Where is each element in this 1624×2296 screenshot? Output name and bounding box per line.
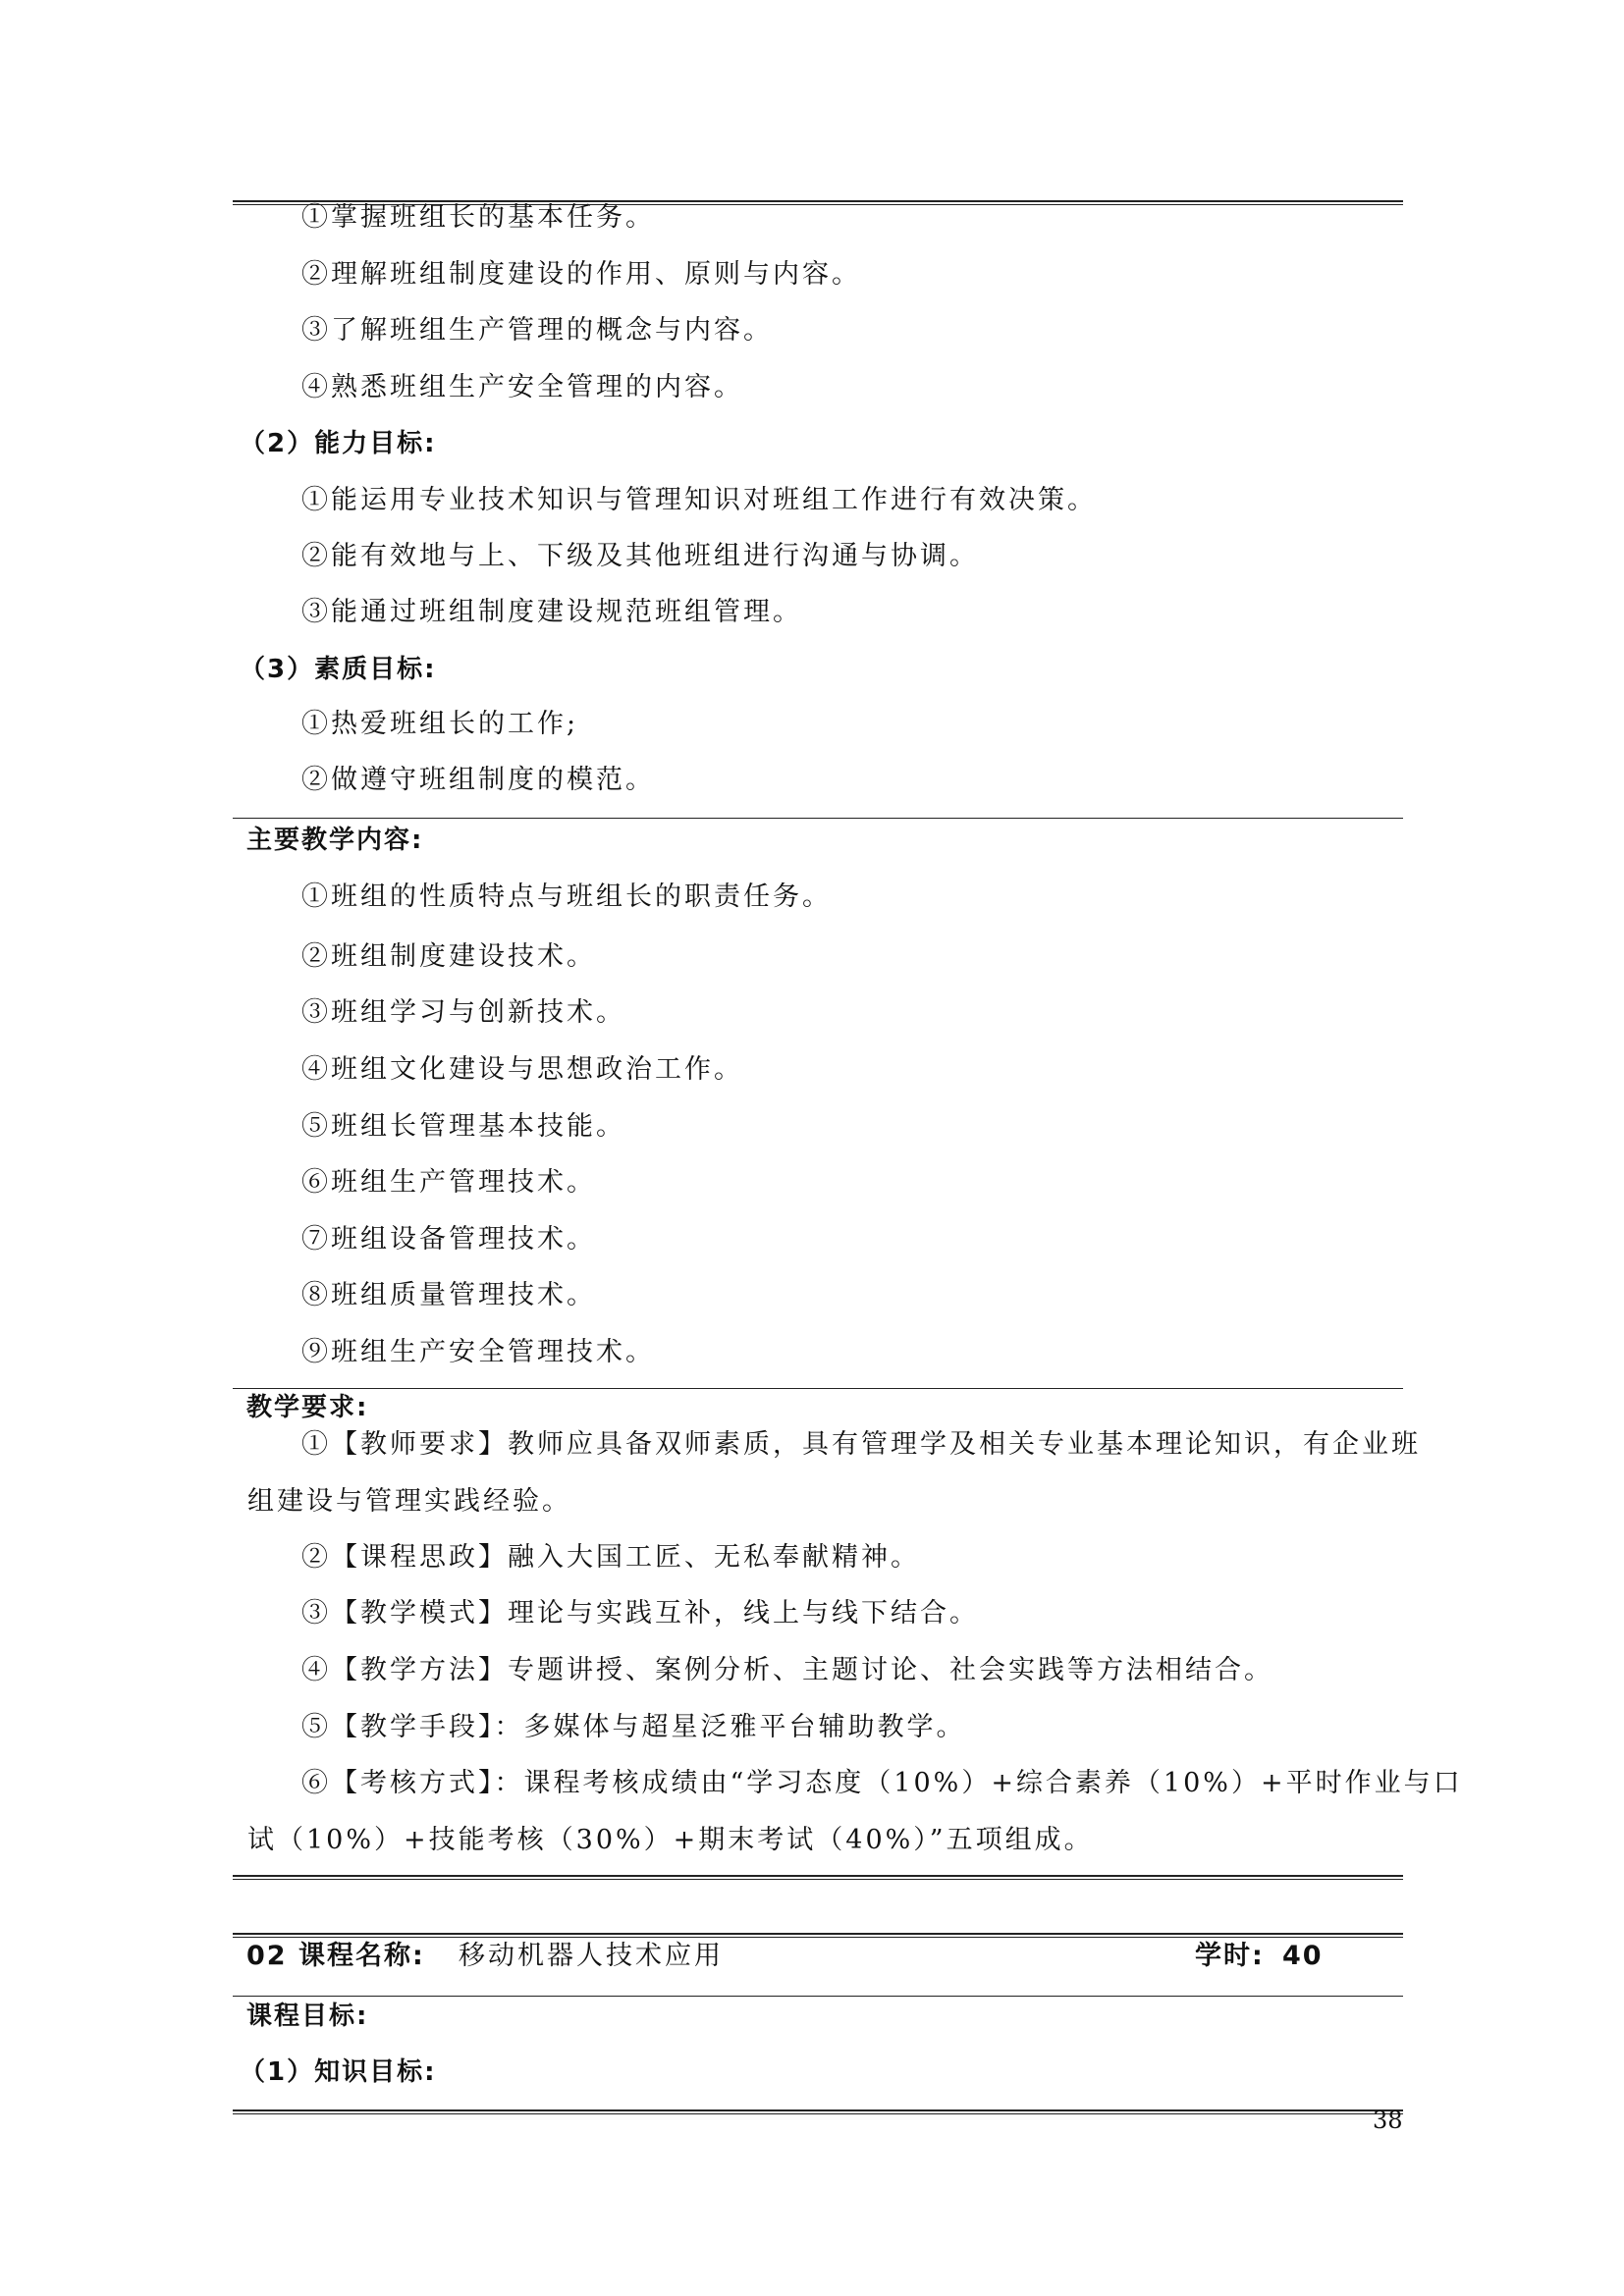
content-item-6: ⑥班组生产管理技术。: [301, 1167, 596, 1198]
course-2-hours: 40: [1282, 1941, 1324, 1971]
ability-item-1: ①能运用专业技术知识与管理知识对班组工作进行有效决策。: [301, 485, 1097, 515]
course-2-label: 02 课程名称:: [246, 1941, 425, 1971]
knowledge-item-1: ①掌握班组长的基本任务。: [301, 202, 655, 233]
content-item-9: ⑨班组生产安全管理技术。: [301, 1337, 655, 1367]
knowledge-item-3: ③了解班组生产管理的概念与内容。: [301, 315, 773, 346]
knowledge-item-2: ②理解班组制度建设的作用、原则与内容。: [301, 259, 861, 290]
requirements-heading: 教学要求:: [246, 1393, 369, 1422]
content-item-3: ③班组学习与创新技术。: [301, 997, 625, 1028]
course-2-header-row: [246, 1937, 1395, 1976]
section-rule-2: [233, 1388, 1403, 1389]
ability-item-2: ②能有效地与上、下级及其他班组进行沟通与协调。: [301, 541, 979, 571]
requirement-6-line-1: ⑥【考核方式】：课程考核成绩由“学习态度（10%）+综合素养（10%）+平时作业与口: [301, 1768, 1463, 1798]
course-2-hours-label: 学时:: [1195, 1941, 1265, 1971]
requirement-2: ②【课程思政】融入大国工匠、无私奉献精神。: [301, 1542, 920, 1573]
content-item-4: ④班组文化建设与思想政治工作。: [301, 1054, 743, 1085]
bottom-rule: [233, 2109, 1403, 2114]
quality-item-1: ①热爱班组长的工作;: [301, 709, 579, 739]
requirement-1-line-2: 组建设与管理实践经验。: [247, 1486, 571, 1517]
quality-heading: （3）素质目标:: [240, 655, 437, 684]
requirement-1-line-1: ①【教师要求】教师应具备双师素质，具有管理学及相关专业基本理论知识，有企业班: [301, 1429, 1421, 1460]
ability-heading: （2）能力目标:: [240, 429, 437, 458]
course-2-name: 移动机器人技术应用: [459, 1941, 724, 1971]
content-item-2: ②班组制度建设技术。: [301, 941, 596, 972]
course-2-objectives-heading: 课程目标:: [246, 2002, 369, 2031]
requirement-5: ⑤【教学手段】：多媒体与超星泛雅平台辅助教学。: [301, 1712, 966, 1742]
course-2-rule: [233, 1996, 1403, 1997]
course-2-knowledge-heading: （1）知识目标:: [240, 2057, 437, 2087]
section-end-rule: [233, 1875, 1403, 1880]
requirement-3: ③【教学模式】理论与实践互补，线上与线下结合。: [301, 1598, 979, 1629]
content-item-1: ①班组的性质特点与班组长的职责任务。: [301, 881, 832, 912]
content-item-5: ⑤班组长管理基本技能。: [301, 1111, 625, 1142]
content-item-8: ⑧班组质量管理技术。: [301, 1280, 596, 1310]
knowledge-item-4: ④熟悉班组生产安全管理的内容。: [301, 372, 743, 402]
requirement-4: ④【教学方法】专题讲授、案例分析、主题讨论、社会实践等方法相结合。: [301, 1655, 1273, 1685]
content-item-7: ⑦班组设备管理技术。: [301, 1224, 596, 1255]
section-rule-1: [233, 818, 1403, 819]
requirement-6-line-2: 试（10%）+技能考核（30%）+期末考试（40%）”五项组成。: [247, 1825, 1094, 1855]
ability-item-3: ③能通过班组制度建设规范班组管理。: [301, 597, 802, 627]
quality-item-2: ②做遵守班组制度的模范。: [301, 765, 655, 795]
page-number: 38: [1373, 2107, 1403, 2134]
content-heading: 主要教学内容:: [246, 826, 424, 855]
